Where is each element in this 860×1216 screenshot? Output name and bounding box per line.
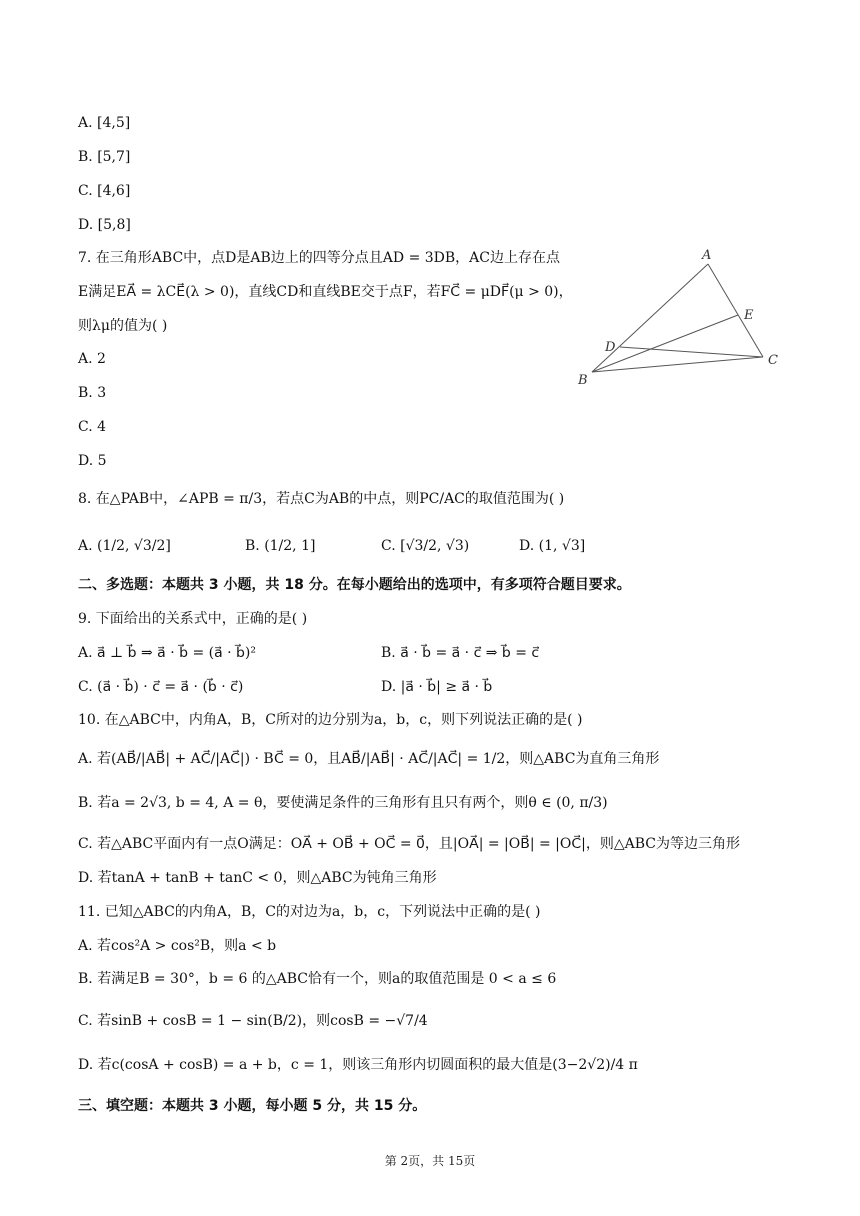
q10-option-d: D. 若tanA + tanB + tanC < 0，则△ABC为钝角三角形 [78,870,437,886]
q11-option-a: A. 若cos²A > cos²B，则a < b [78,938,277,954]
q10-option-c: C. 若△ABC平面内有一点O满足：OA⃗ + OB⃗ + OC⃗ = 0⃗，且|OA⃗| = |OB⃗| = |OC⃗|，则△ABC为等边三角形 [78,836,741,852]
q6-option-c: C. [4,6] [78,183,131,199]
q7-option-b: B. 3 [78,385,107,401]
section-2-heading: 二、多选题：本题共 3 小题，共 18 分。在每小题给出的选项中，有多项符合题目要求。 [78,577,631,593]
q6-option-b: B. [5,7] [78,149,131,165]
triangle-figure [570,240,790,395]
q8-option-d: D. (1, √3] [519,538,586,554]
label-e: E [744,308,754,323]
label-a: A [702,248,712,263]
q11-option-c: C. 若sinB + cosB = 1 − sin(B/2)，则cosB = −√7/4 [78,1013,428,1029]
label-c: C [768,353,778,368]
q10-stem: 10. 在△ABC中，内角A，B，C所对的边分别为a，b，c，则下列说法正确的是( ) [78,712,583,728]
q7-option-c: C. 4 [78,419,107,435]
q7-stem-line1: 7. 在三角形ABC中，点D是AB边上的四等分点且AD = 3DB，AC边上存在点 [78,250,561,266]
q10-option-a: A. 若(AB⃗/|AB⃗| + AC⃗/|AC⃗|) · BC⃗ = 0，且AB⃗/|AB⃗| · AC⃗/|AC⃗| = 1/2，则△ABC为直角三角形 [78,751,660,767]
q8-option-b: B. (1/2, 1] [245,538,316,554]
q10-option-b: B. 若a = 2√3, b = 4, A = θ，要使满足条件的三角形有且只有两个，则θ ∈ (0, π/3) [78,795,608,811]
q11-option-d: D. 若c(cosA + cosB) = a + b，c = 1，则该三角形内切圆面积的最大值是(3−2√2)/4 π [78,1057,638,1073]
q11-stem: 11. 已知△ABC的内角A，B，C的对边为a，b，c，下列说法中正确的是( ) [78,904,541,920]
q8-stem: 8. 在△PAB中，∠APB = π/3，若点C为AB的中点，则PC/AC的取值范围为( ) [78,491,565,507]
q6-option-a: A. [4,5] [78,115,131,131]
q9-option-d: D. |a⃗ · b⃗| ≥ a⃗ · b⃗ [381,679,493,695]
q7-stem-line2: E满足EA⃗ = λCE⃗(λ > 0)，直线CD和直线BE交于点F，若FC⃗ = μDF⃗(μ > 0)， [78,284,573,300]
q9-option-a: A. a⃗ ⊥ b⃗ ⇒ a⃗ · b⃗ = (a⃗ · b⃗)² [78,645,256,661]
label-d: D [605,340,616,355]
page-footer: 第 2页，共 15页 [384,1154,476,1168]
q9-option-c: C. (a⃗ · b⃗) · c⃗ = a⃗ · (b⃗ · c⃗) [78,679,244,695]
q7-stem-line3: 则λμ的值为( ) [78,318,168,334]
q7-option-d: D. 5 [78,453,107,469]
q9-option-b: B. a⃗ · b⃗ = a⃗ · c⃗ ⇒ b⃗ = c⃗ [381,645,540,661]
q9-stem: 9. 下面给出的关系式中，正确的是( ) [78,611,308,627]
label-b: B [578,373,588,388]
q11-option-b: B. 若满足B = 30°，b = 6 的△ABC恰有一个，则a的取值范围是 0 < a ≤ 6 [78,971,557,987]
q8-option-a: A. (1/2, √3/2] [78,538,171,554]
q7-option-a: A. 2 [78,351,106,367]
section-3-heading: 三、填空题：本题共 3 小题，每小题 5 分，共 15 分。 [78,1098,427,1114]
q6-option-d: D. [5,8] [78,217,131,233]
q8-option-c: C. [√3/2, √3) [381,538,470,554]
